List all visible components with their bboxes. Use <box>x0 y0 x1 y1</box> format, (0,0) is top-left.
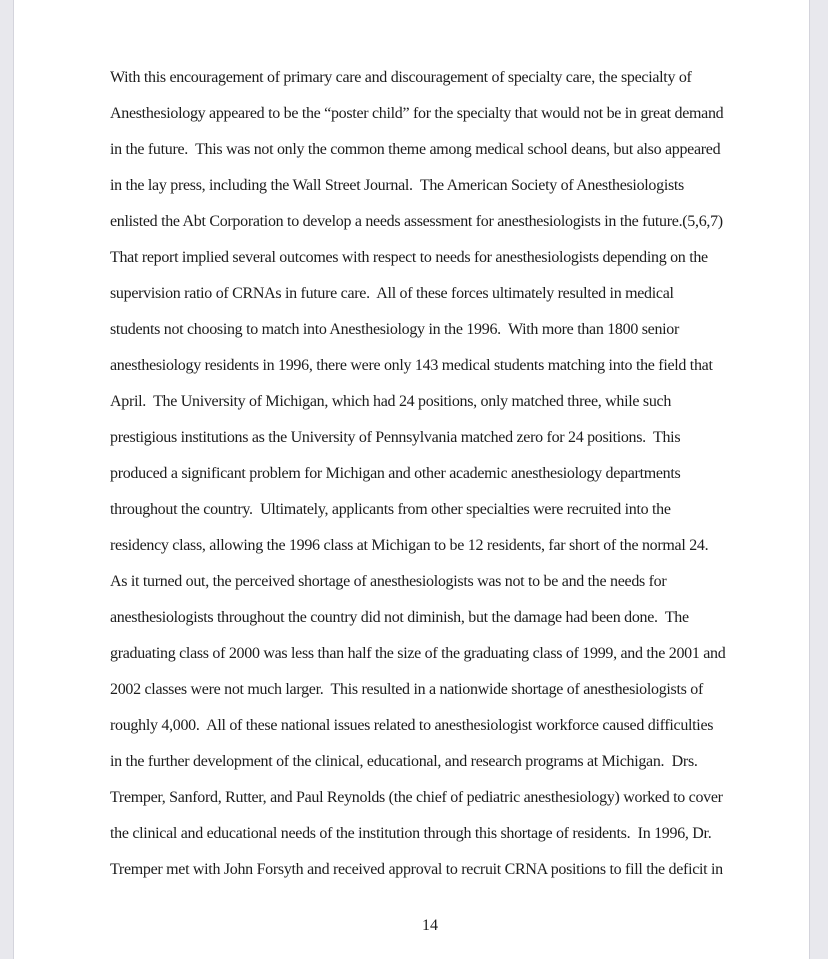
text-line: in the lay press, including the Wall Street Journal. The American Society of Anesthesiologists <box>110 177 684 194</box>
text-line: Tremper, Sanford, Rutter, and Paul Reynolds (the chief of pediatric anesthesiology) worked to cover <box>110 789 723 806</box>
body-text <box>110 60 760 888</box>
document-page <box>14 0 809 959</box>
text-line: throughout the country. Ultimately, applicants from other specialties were recruited into the <box>110 501 671 518</box>
page-number: 14 <box>422 917 438 934</box>
text-line: the clinical and educational needs of the institution through this shortage of residents. In 1996, Dr. <box>110 825 712 842</box>
page-footer <box>110 917 750 935</box>
text-line: in the future. This was not only the common theme among medical school deans, but also appeared <box>110 141 721 158</box>
text-line: residency class, allowing the 1996 class at Michigan to be 12 residents, far short of the normal 24. <box>110 537 709 554</box>
text-line: students not choosing to match into Anesthesiology in the 1996. With more than 1800 senior <box>110 321 680 338</box>
text-line: As it turned out, the perceived shortage of anesthesiologists was not to be and the needs for <box>110 573 667 590</box>
text-line: supervision ratio of CRNAs in future care. All of these forces ultimately resulted in medical <box>110 285 674 302</box>
text-line: graduating class of 2000 was less than half the size of the graduating class of 1999, and the 2001 and <box>110 645 726 662</box>
text-line: April. The University of Michigan, which had 24 positions, only matched three, while such <box>110 393 672 410</box>
text-line: 2002 classes were not much larger. This resulted in a nationwide shortage of anesthesiologists of <box>110 681 703 698</box>
viewer-gutter-left <box>0 0 14 959</box>
text-line: anesthesiology residents in 1996, there were only 143 medical students matching into the field that <box>110 357 713 374</box>
text-line: anesthesiologists throughout the country did not diminish, but the damage had been done. The <box>110 609 689 626</box>
text-line: Anesthesiology appeared to be the “poster child” for the specialty that would not be in great demand <box>110 105 724 122</box>
text-line: That report implied several outcomes with respect to needs for anesthesiologists depending on the <box>110 249 708 266</box>
text-line: prestigious institutions as the University of Pennsylvania matched zero for 24 positions. This <box>110 429 681 446</box>
text-line: in the further development of the clinical, educational, and research programs at Michigan. Drs. <box>110 753 698 770</box>
text-line: produced a significant problem for Michigan and other academic anesthesiology departments <box>110 465 681 482</box>
text-line: Tremper met with John Forsyth and received approval to recruit CRNA positions to fill the deficit in <box>110 861 723 878</box>
text-line: enlisted the Abt Corporation to develop a needs assessment for anesthesiologists in the future.(5,6,7) <box>110 213 723 230</box>
text-line: With this encouragement of primary care and discouragement of specialty care, the specialty of <box>110 69 692 86</box>
viewer-gutter-right <box>809 0 828 959</box>
text-line: roughly 4,000. All of these national issues related to anesthesiologist workforce caused difficulties <box>110 717 714 734</box>
